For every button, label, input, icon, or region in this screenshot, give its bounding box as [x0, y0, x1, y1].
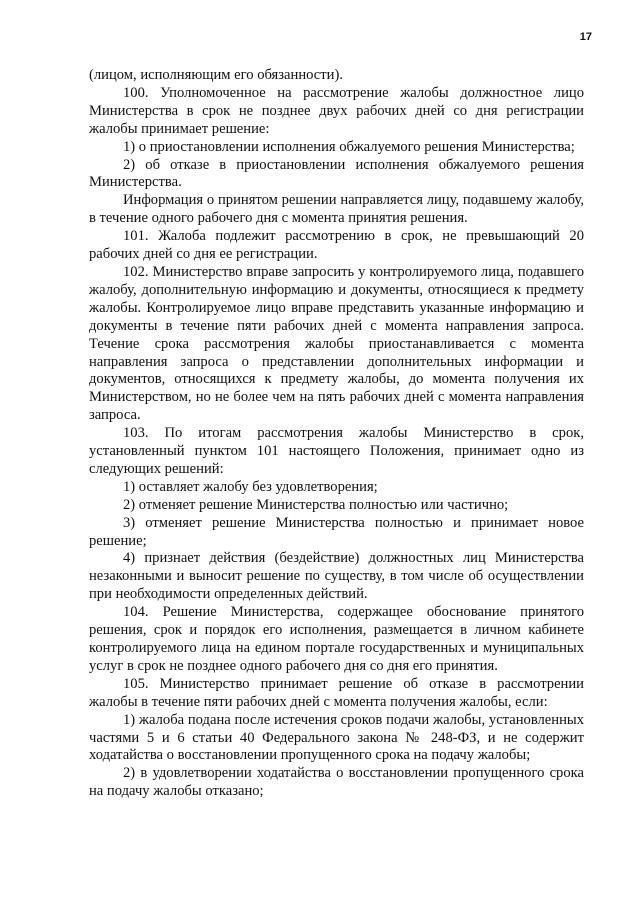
- paragraph-100: 100. Уполномоченное на рассмотрение жалобы должностное лицо Министерства в срок не позднее двух рабочих дней со дня регистрации жалобы принимает решение:: [89, 84, 584, 137]
- paragraph-continuation: (лицом, исполняющим его обязанности).: [89, 67, 343, 83]
- list-item-100-2: 2) об отказе в приостановлении исполнения обжалуемого решения Министерства.: [89, 156, 584, 191]
- list-item-100-1: 1) о приостановлении исполнения обжалуемого решения Министерства;: [123, 138, 575, 155]
- page-number: 17: [579, 31, 592, 43]
- paragraph-105: 105. Министерство принимает решение об отказе в рассмотрении жалобы в течение пяти рабочих дней с момента получения жалобы, если:: [89, 675, 584, 710]
- paragraph-102: 102. Министерство вправе запросить у контролируемого лица, подавшего жалобу, дополнительную информацию и документы, относящиеся к предмету жалобы. Контролируемое лицо вправе представить указанные информацию и документы в течение пяти рабочих дней с момента направления запроса. Течение срока рассмотрения жалобы приостанавливается с момента направления запроса о представлении дополнительных информации и документов, относящихся к предмету жалобы, до момента получения их Министерством, но не более чем на пять рабочих дней с момента направления запроса.: [89, 263, 584, 424]
- list-item-103-1: 1) оставляет жалобу без удовлетворения;: [123, 478, 378, 495]
- paragraph-100-info: Информация о принятом решении направляется лицу, подавшему жалобу, в течение одного рабочего дня с момента принятия решения.: [89, 192, 584, 227]
- paragraph-101: 101. Жалоба подлежит рассмотрению в срок, не превышающий 20 рабочих дней со дня ее регистрации.: [89, 228, 584, 263]
- document-body: [89, 67, 584, 801]
- paragraph-103: 103. По итогам рассмотрения жалобы Министерство в срок, установленный пунктом 101 настоящего Положения, принимает одно из следующих решений:: [89, 425, 584, 477]
- list-item-103-4: 4) признает действия (бездействие) должностных лиц Министерства незаконными и выносит решение по существу, в том числе об осуществлении при необходимости определенных действий.: [89, 550, 584, 603]
- paragraph-104: 104. Решение Министерства, содержащее обоснование принятого решения, срок и порядок его исполнения, размещается в личном кабинете контролируемого лица на едином портале государственных и муниципальных услуг в срок не позднее одного рабочего дня со дня его принятия.: [89, 604, 584, 674]
- list-item-105-2: 2) в удовлетворении ходатайства о восстановлении пропущенного срока на подачу жалобы отказано;: [89, 765, 584, 800]
- list-item-105-1: 1) жалоба подана после истечения сроков подачи жалобы, установленных частями 5 и 6 статьи 40 Федерального закона № 248-ФЗ, и не содержит ходатайства о восстановлении пропущенного срока на подачу жалобы;: [89, 711, 584, 764]
- list-item-103-2: 2) отменяет решение Министерства полностью или частично;: [123, 496, 509, 513]
- list-item-103-3: 3) отменяет решение Министерства полностью и принимает новое решение;: [89, 514, 584, 549]
